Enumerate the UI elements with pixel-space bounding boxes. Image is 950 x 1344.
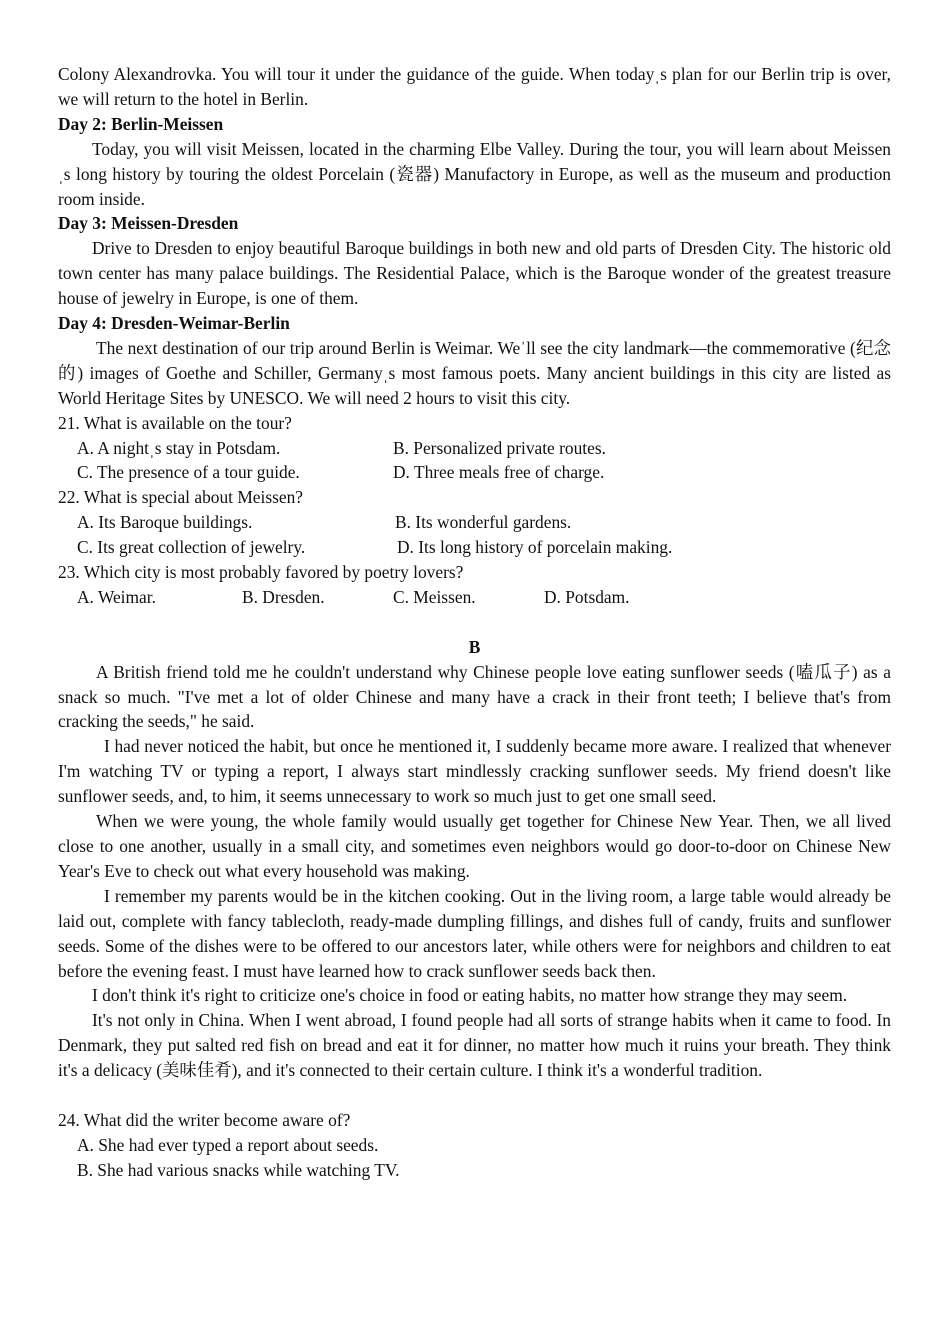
question-23-stem: 23. Which city is most probably favored by poetry lovers? <box>58 562 464 583</box>
question-23-option-c: C. Meissen. <box>393 586 476 607</box>
question-21-options-row-1 <box>58 436 891 461</box>
spacer <box>58 610 891 635</box>
passage-b-paragraph-3: When we were young, the whole family would usually get together for Chinese New Year. Then, we all lived close to one another, usually in a small city, and sometimes even neighbors would go door-to-door on Chinese New Year's Eve to check out what every household was making. <box>58 811 891 881</box>
question-24-option-b-row <box>58 1158 891 1183</box>
question-22-option-b: B. Its wonderful gardens. <box>395 512 572 533</box>
question-22-options-row-2 <box>58 535 891 560</box>
question-23-option-b: B. Dresden. <box>242 586 325 607</box>
question-23-option-a: A. Weimar. <box>77 586 156 607</box>
passage-a-intro: Colony Alexandrovka. You will tour it under the guidance of the guide. When todayˌs plan for our Berlin trip is over, we will return to the hotel in Berlin. <box>58 64 891 109</box>
question-21-options-row-2 <box>58 460 891 485</box>
question-22-option-c: C. Its great collection of jewelry. <box>77 537 306 558</box>
question-21-option-b: B. Personalized private routes. <box>393 437 606 458</box>
passage-b-title: B <box>468 636 481 657</box>
day-2-heading: Day 2: Berlin-Meissen <box>58 113 224 134</box>
question-22-options-row-1 <box>58 510 891 535</box>
exam-page <box>58 62 891 1183</box>
question-22-option-a: A. Its Baroque buildings. <box>77 512 253 533</box>
passage-b-paragraph-5: I don't think it's right to criticize one's choice in food or eating habits, no matter how strange they may seem. <box>92 985 848 1006</box>
day-2-text: Today, you will visit Meissen, located in the charming Elbe Valley. During the tour, you will learn about Meissenˌs long history by touring the oldest Porcelain (瓷器) Manufactory in Europe, as well as the museum and production room inside. <box>58 138 891 209</box>
passage-b-paragraph-4: I remember my parents would be in the kitchen cooking. Out in the living room, a large table would already be laid out, complete with fancy tablecloth, ready-made dumpling fillings, and dishes full of candy, fruits and sunflower seeds. Some of the dishes were to be offered to our ancestors later, while others were for neighbors and children to eat before the evening feast. I must have learned how to crack sunflower seeds back then. <box>58 885 891 981</box>
question-23-option-d: D. Potsdam. <box>544 586 630 607</box>
question-24-option-a-row <box>58 1133 891 1158</box>
passage-b-paragraph-1: A British friend told me he couldn't understand why Chinese people love eating sunflower seeds (嗑瓜子) as a snack so much. "I've met a lot of older Chinese and many have a crack in their front teeth; I believe that's from cracking the seeds," he said. <box>58 661 891 732</box>
day-3-heading: Day 3: Meissen-Dresden <box>58 213 239 234</box>
day-4-heading: Day 4: Dresden-Weimar-Berlin <box>58 313 290 334</box>
passage-b-paragraph-2: I had never noticed the habit, but once he mentioned it, I suddenly became more aware. I realized that whenever I'm watching TV or typing a report, I always start mindlessly cracking sunflower seeds. My friend doesn't like sunflower seeds, and, to him, it seems unnecessary to work so much just to get one small seed. <box>58 736 891 807</box>
question-21-option-d: D. Three meals free of charge. <box>393 462 605 483</box>
question-22-option-d: D. Its long history of porcelain making. <box>397 537 673 558</box>
spacer <box>58 1083 891 1108</box>
question-24-option-a: A. She had ever typed a report about seeds. <box>77 1134 379 1155</box>
question-21-option-c: C. The presence of a tour guide. <box>77 462 300 483</box>
question-23-options-row <box>58 585 891 610</box>
question-21-stem: 21. What is available on the tour? <box>58 412 292 433</box>
question-24-option-b: B. She had various snacks while watching TV. <box>77 1159 400 1180</box>
day-3-text: Drive to Dresden to enjoy beautiful Baroque buildings in both new and old parts of Dresden City. The historic old town center has many palace buildings. The Residential Palace, which is the Baroque wonder of the greatest treasure house of jewelry in Europe, is one of them. <box>58 238 891 309</box>
question-22-stem: 22. What is special about Meissen? <box>58 487 304 508</box>
day-4-text: The next destination of our trip around Berlin is Weimar. Weˈll see the city landmark—the commemorative (纪念的) images of Goethe and Schiller, Germanyˌs most famous poets. Many ancient buildings in this city are listed as World Heritage Sites by UNESCO. We will need 2 hours to visit this city. <box>58 337 891 408</box>
passage-b-paragraph-6: It's not only in China. When I went abroad, I found people had all sorts of strange habits when it came to food. In Denmark, they put salted red fish on bread and eat it for dinner, no matter how much it ruins your breath. They think it's a delicacy (美味佳肴), and it's connected to their certain culture. I think it's a wonderful tradition. <box>58 1010 891 1081</box>
question-21-option-a: A. A nightˌs stay in Potsdam. <box>77 437 281 458</box>
question-24-stem: 24. What did the writer become aware of? <box>58 1109 351 1130</box>
